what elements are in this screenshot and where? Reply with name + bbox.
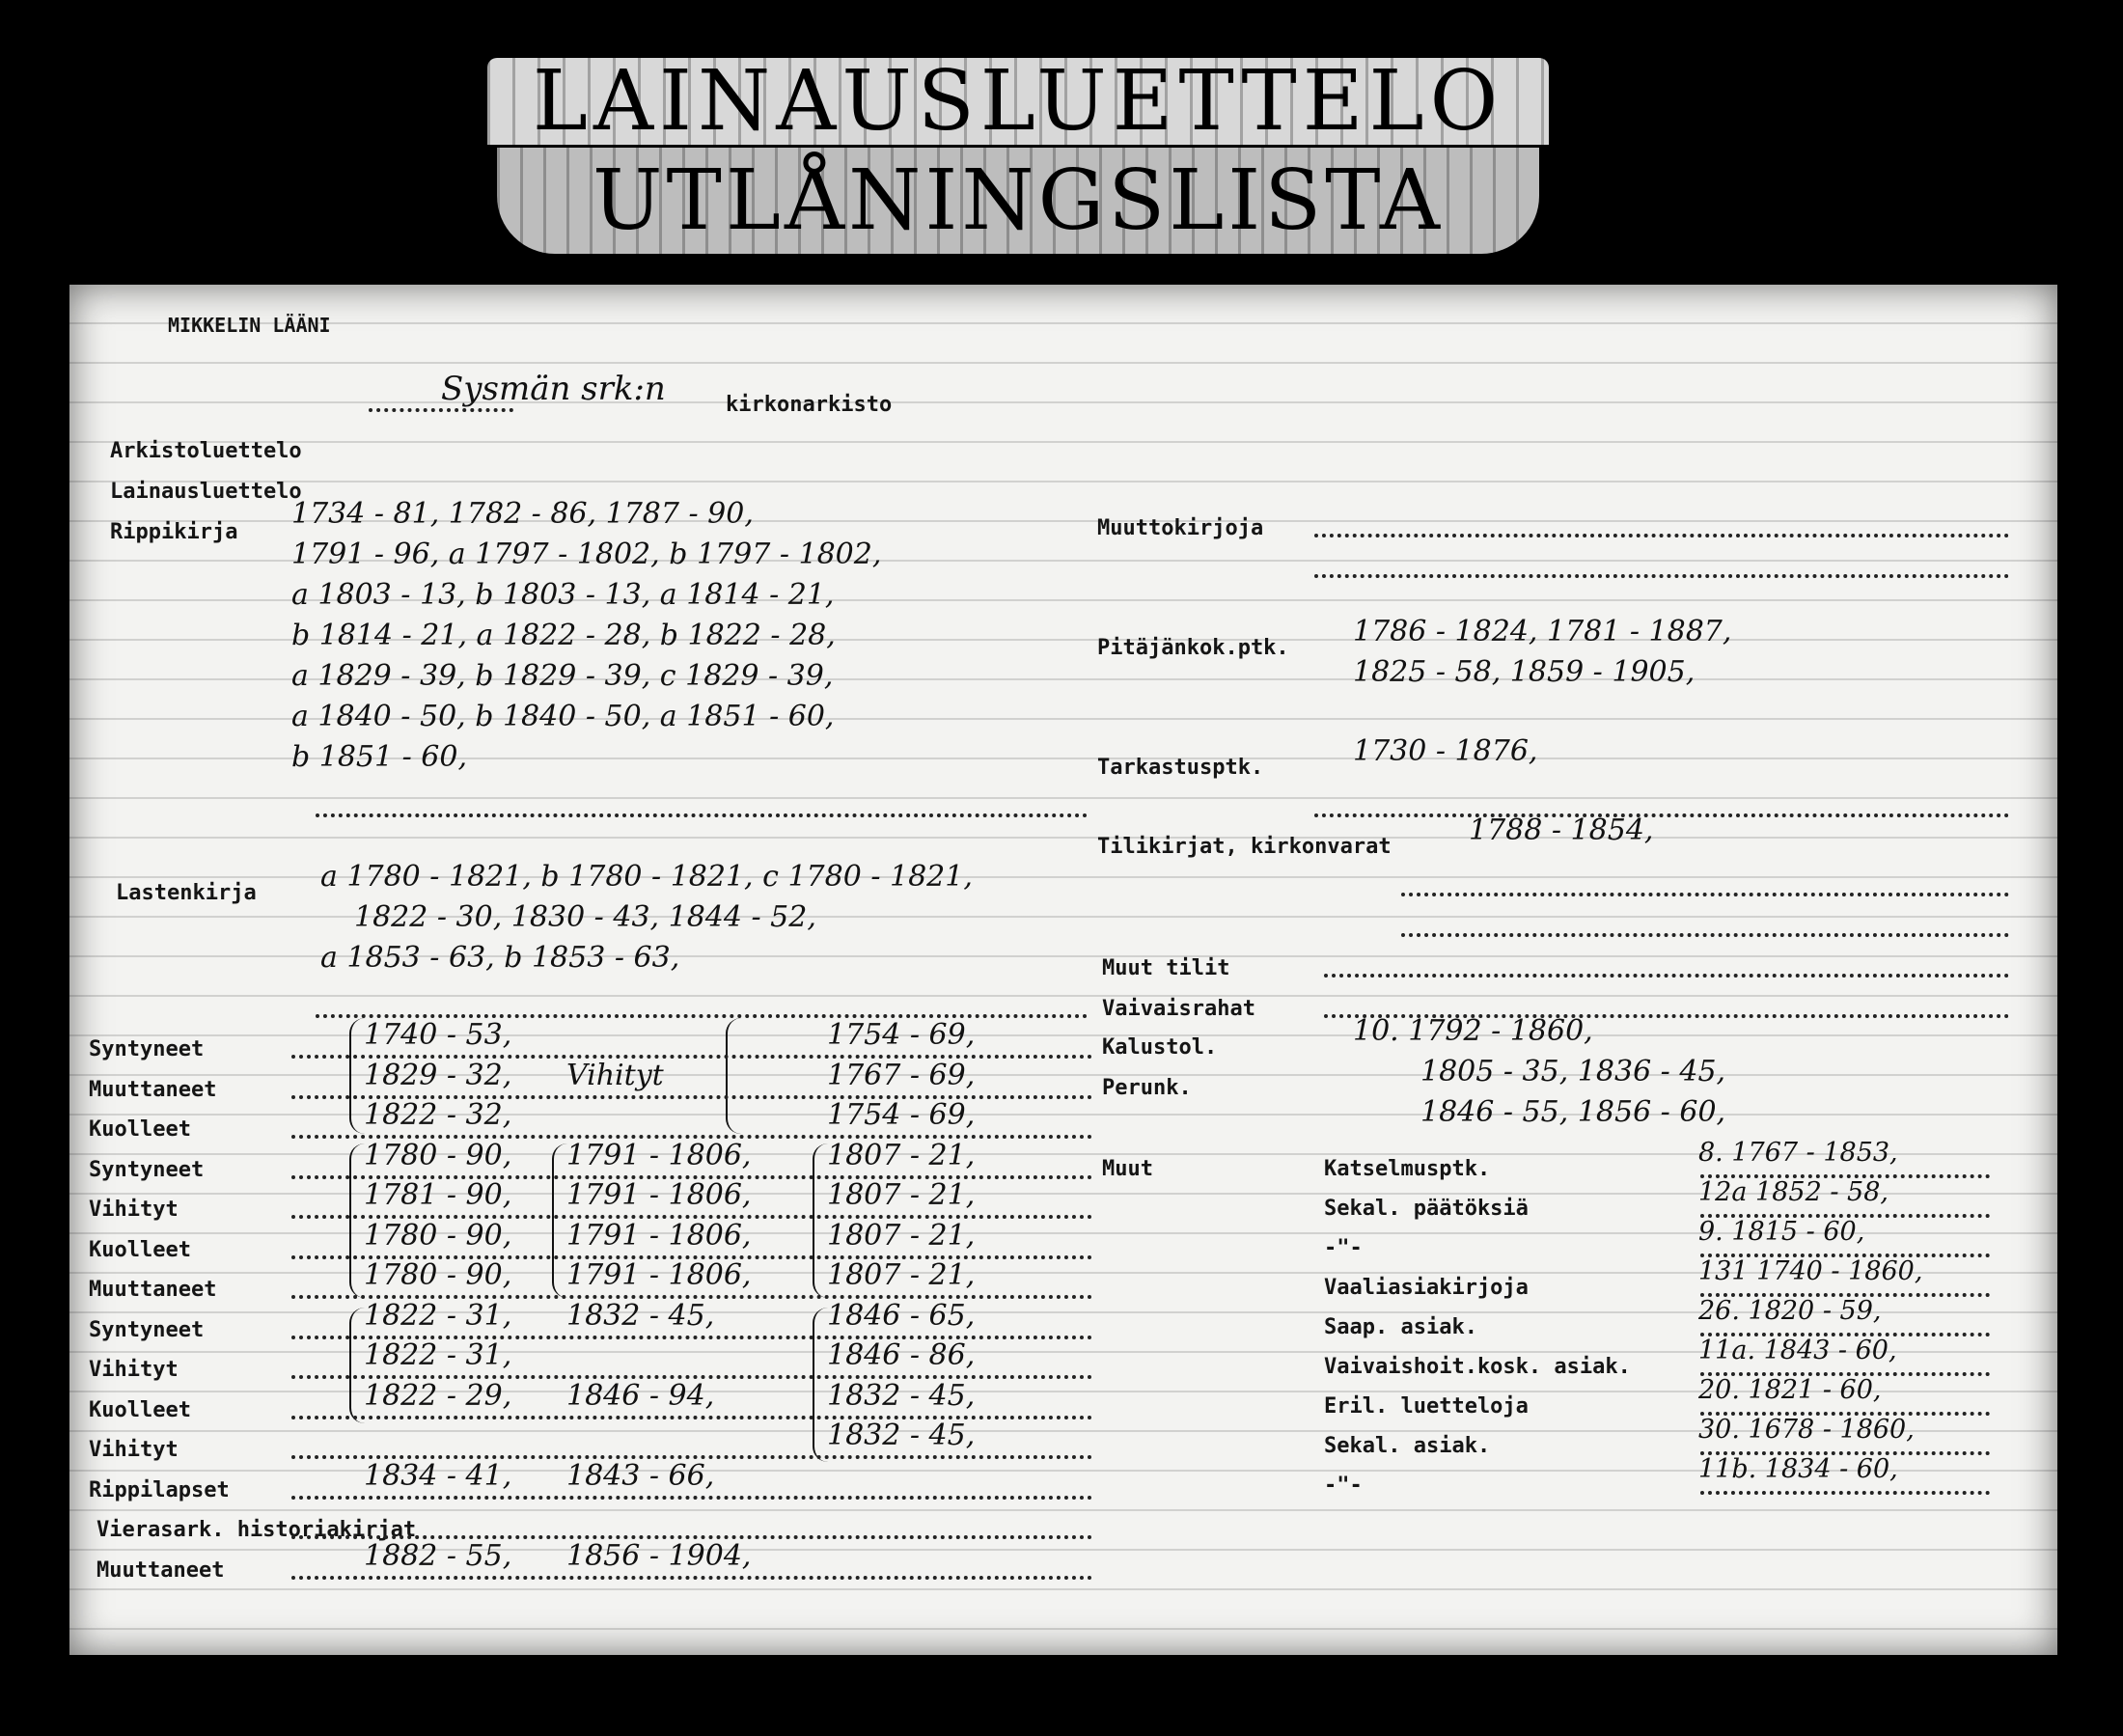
muut-item-label: -"- bbox=[1324, 1474, 1363, 1498]
event-years: 1767 - 69, bbox=[827, 1058, 976, 1092]
muut-item-value: 20. 1821 - 60, bbox=[1698, 1375, 1882, 1405]
dotted-line bbox=[291, 1576, 1092, 1580]
event-years: 1807 - 21, bbox=[827, 1218, 976, 1253]
muuttokirjoja-label: Muuttokirjoja bbox=[1097, 516, 1264, 540]
event-years: 1780 - 90, bbox=[364, 1138, 512, 1172]
event-years: 1807 - 21, bbox=[827, 1178, 976, 1212]
event-years: 1834 - 41, bbox=[364, 1458, 512, 1493]
bracket bbox=[813, 1308, 828, 1462]
kalustol-label: Kalustol. bbox=[1102, 1035, 1218, 1060]
event-years: 1822 - 31, bbox=[364, 1338, 512, 1372]
dotted-line bbox=[1314, 574, 2009, 578]
event-years: 1807 - 21, bbox=[827, 1258, 976, 1292]
event-years: 1856 - 1904, bbox=[566, 1538, 752, 1573]
rippikirja-label: Rippikirja bbox=[110, 520, 238, 544]
perunk-line: 1805 - 35, 1836 - 45, bbox=[1420, 1055, 1726, 1088]
muut-item-label: Sekal. päätöksiä bbox=[1324, 1197, 1529, 1221]
event-years: 1754 - 69, bbox=[827, 1018, 976, 1052]
event-label: Vihityt bbox=[89, 1358, 179, 1382]
rippikirja-line: b 1814 - 21, a 1822 - 28, b 1822 - 28, bbox=[291, 619, 836, 652]
dotted-line bbox=[316, 813, 1088, 817]
event-years: 1807 - 21, bbox=[827, 1138, 976, 1172]
parish-name: Sysmän srk:n bbox=[441, 370, 666, 408]
event-label: Vierasark. historiakirjat bbox=[96, 1518, 417, 1542]
dotted-line bbox=[1700, 1491, 1990, 1495]
event-years: 1740 - 53, bbox=[364, 1018, 512, 1052]
rippikirja-line: a 1829 - 39, b 1829 - 39, c 1829 - 39, bbox=[291, 659, 834, 693]
region-label: MIKKELIN LÄÄNI bbox=[168, 314, 331, 337]
muut-item-value: 11b. 1834 - 60, bbox=[1698, 1454, 1898, 1484]
event-years: Vihityt bbox=[566, 1058, 664, 1092]
muut-item-label: Vaivaishoit.kosk. asiak. bbox=[1324, 1355, 1631, 1379]
event-years: 1832 - 45, bbox=[566, 1298, 715, 1333]
event-years: 1780 - 90, bbox=[364, 1218, 512, 1253]
bracket bbox=[349, 1144, 365, 1298]
arkistoluettelo-label: Arkistoluettelo bbox=[110, 439, 302, 463]
event-years: 1846 - 65, bbox=[827, 1298, 976, 1333]
dotted-line bbox=[1401, 893, 2009, 896]
bracket bbox=[726, 1018, 741, 1134]
event-label: Syntyneet bbox=[89, 1317, 205, 1342]
event-years: 1791 - 1806, bbox=[566, 1218, 752, 1253]
muut-item-value: 30. 1678 - 1860, bbox=[1698, 1415, 1915, 1445]
event-label: Rippilapset bbox=[89, 1477, 230, 1502]
pitajankok-line: 1786 - 1824, 1781 - 1887, bbox=[1353, 615, 1732, 648]
event-years: 1822 - 29, bbox=[364, 1378, 512, 1413]
vaivaisrahat-label: Vaivaisrahat bbox=[1102, 997, 1255, 1021]
dotted-line bbox=[1314, 813, 2009, 817]
pitajankok-label: Pitäjänkok.ptk. bbox=[1097, 636, 1289, 660]
event-years: 1780 - 90, bbox=[364, 1258, 512, 1292]
event-label: Kuolleet bbox=[89, 1117, 191, 1142]
muut-item-value: 9. 1815 - 60, bbox=[1698, 1217, 1865, 1247]
tilikirjat-value: 1788 - 1854, bbox=[1469, 813, 1654, 847]
event-years: 1791 - 1806, bbox=[566, 1178, 752, 1212]
dotted-line bbox=[1401, 933, 2009, 937]
lastenkirja-line: a 1780 - 1821, b 1780 - 1821, c 1780 - 1821, bbox=[320, 860, 973, 894]
tarkastus-label: Tarkastusptk. bbox=[1097, 756, 1264, 780]
bracket bbox=[349, 1018, 365, 1134]
dotted-line bbox=[1314, 534, 2009, 537]
muut-item-value: 26. 1820 - 59, bbox=[1698, 1296, 1882, 1326]
event-years: 1822 - 32, bbox=[364, 1098, 512, 1132]
perunk-line: 1846 - 55, 1856 - 60, bbox=[1420, 1095, 1726, 1129]
event-years: 1846 - 94, bbox=[566, 1378, 715, 1413]
lastenkirja-line: a 1853 - 63, b 1853 - 63, bbox=[320, 941, 680, 975]
tilikirjat-label: Tilikirjat, kirkonvarat bbox=[1097, 835, 1392, 859]
muut-item-value: 131 1740 - 1860, bbox=[1698, 1256, 1923, 1286]
tarkastus-value: 1730 - 1876, bbox=[1353, 734, 1538, 768]
archive-suffix: kirkonarkisto bbox=[726, 393, 893, 417]
event-years: 1846 - 86, bbox=[827, 1338, 976, 1372]
rippikirja-line: 1734 - 81, 1782 - 86, 1787 - 90, bbox=[291, 497, 754, 531]
muut-tilit-label: Muut tilit bbox=[1102, 956, 1230, 980]
event-years: 1882 - 55, bbox=[364, 1538, 512, 1573]
dotted-line bbox=[291, 1496, 1092, 1500]
kalustol-value: 10. 1792 - 1860, bbox=[1353, 1014, 1593, 1048]
event-years: 1829 - 32, bbox=[364, 1058, 512, 1092]
event-label: Syntyneet bbox=[89, 1157, 205, 1182]
event-label: Muuttaneet bbox=[89, 1077, 217, 1102]
dotted-line bbox=[369, 408, 513, 412]
muut-item-label: Katselmusptk. bbox=[1324, 1157, 1491, 1181]
event-years: 1822 - 31, bbox=[364, 1298, 512, 1333]
event-label: Vihityt bbox=[89, 1198, 179, 1222]
archive-card bbox=[69, 285, 2057, 1655]
event-label: Kuolleet bbox=[89, 1237, 191, 1262]
lastenkirja-line: 1822 - 30, 1830 - 43, 1844 - 52, bbox=[354, 900, 816, 934]
event-years: 1791 - 1806, bbox=[566, 1258, 752, 1292]
muut-label: Muut bbox=[1102, 1157, 1153, 1181]
muut-item-label: Saap. asiak. bbox=[1324, 1315, 1477, 1339]
rippikirja-line: b 1851 - 60, bbox=[291, 740, 468, 774]
dotted-line bbox=[1324, 974, 2009, 978]
muut-item-label: Eril. luetteloja bbox=[1324, 1394, 1529, 1419]
bracket bbox=[349, 1308, 365, 1423]
lastenkirja-label: Lastenkirja bbox=[116, 881, 257, 905]
muut-item-value: 12a 1852 - 58, bbox=[1698, 1177, 1889, 1207]
muut-item-value: 11a. 1843 - 60, bbox=[1698, 1336, 1897, 1365]
bracket bbox=[813, 1144, 828, 1298]
muut-item-value: 8. 1767 - 1853, bbox=[1698, 1138, 1898, 1168]
lainausluettelo-label: Lainausluettelo bbox=[110, 480, 302, 504]
event-years: 1791 - 1806, bbox=[566, 1138, 752, 1172]
rippikirja-line: 1791 - 96, a 1797 - 1802, b 1797 - 1802, bbox=[291, 537, 882, 571]
banner-title-finnish: LAINAUSLUETTELO bbox=[487, 58, 1549, 145]
title-banner bbox=[487, 58, 1549, 251]
event-years: 1832 - 45, bbox=[827, 1419, 976, 1452]
event-label: Muuttaneet bbox=[96, 1557, 225, 1583]
perunk-label: Perunk. bbox=[1102, 1076, 1192, 1100]
bracket bbox=[552, 1144, 567, 1298]
event-years: 1781 - 90, bbox=[364, 1178, 512, 1212]
muut-item-label: Vaaliasiakirjoja bbox=[1324, 1276, 1529, 1300]
muut-item-label: -"- bbox=[1324, 1236, 1363, 1260]
event-label: Muuttaneet bbox=[89, 1278, 217, 1302]
pitajankok-line: 1825 - 58, 1859 - 1905, bbox=[1353, 655, 1696, 689]
event-years: 1754 - 69, bbox=[827, 1098, 976, 1132]
event-years: 1832 - 45, bbox=[827, 1378, 976, 1413]
muut-item-label: Sekal. asiak. bbox=[1324, 1434, 1491, 1458]
rippikirja-line: a 1803 - 13, b 1803 - 13, a 1814 - 21, bbox=[291, 578, 835, 612]
event-label: Vihityt bbox=[89, 1438, 179, 1462]
rippikirja-line: a 1840 - 50, b 1840 - 50, a 1851 - 60, bbox=[291, 700, 835, 733]
event-years: 1843 - 66, bbox=[566, 1458, 715, 1493]
event-label: Kuolleet bbox=[89, 1397, 191, 1422]
banner-title-swedish: UTLÅNINGSLISTA bbox=[497, 148, 1539, 254]
event-label: Syntyneet bbox=[89, 1037, 205, 1061]
